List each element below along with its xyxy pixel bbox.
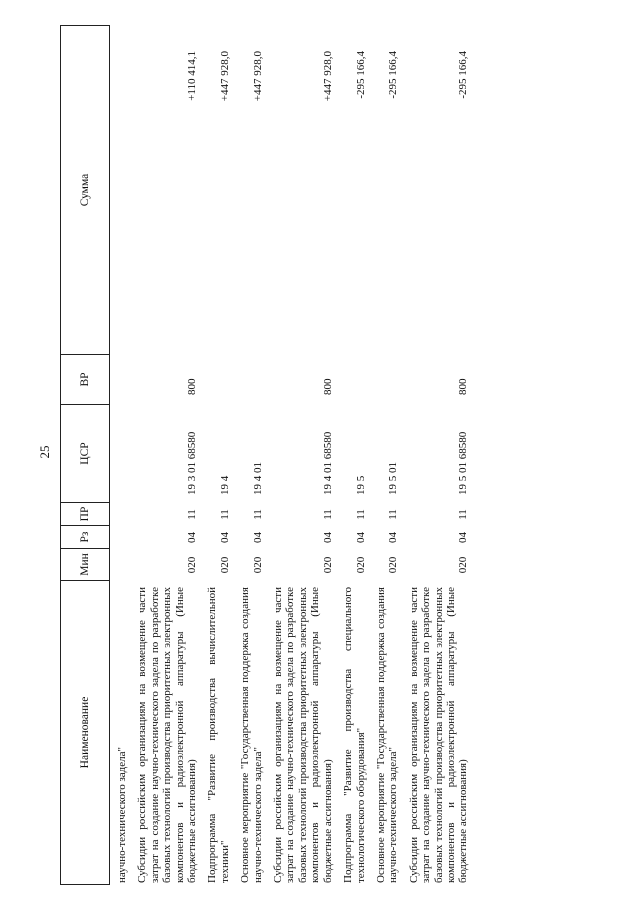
cell-min: 020 xyxy=(457,556,470,574)
cell-name: Субсидии российским организациям на возмещение части затрат на создание научно-технического задела по разработке базовых технологий производства приоритетных электронных компонентов и радиоэлектронной аппаратуры (Иные бюджетные ассигнования) xyxy=(407,587,470,883)
cell-csr: 19 4 01 68580 xyxy=(321,431,334,495)
cell-name: научно-технического задела" xyxy=(116,746,128,883)
cell-rz: 04 xyxy=(321,532,334,543)
budget-table-container xyxy=(60,25,590,885)
cell-rz: 04 xyxy=(387,532,400,543)
cell-sum: +110 414,1 xyxy=(186,51,199,101)
cell-pr: 11 xyxy=(218,509,231,520)
cell-vr: 800 xyxy=(321,378,334,395)
cell-pr: 11 xyxy=(251,509,264,520)
cell-pr: 11 xyxy=(457,509,470,520)
cell-sum: -295 166,4 xyxy=(354,51,367,99)
cell-vr: 800 xyxy=(457,378,470,395)
cell-sum: +447 928,0 xyxy=(251,51,264,102)
header-name: Наименование xyxy=(61,581,109,885)
header-rz: Рз xyxy=(61,526,109,549)
header-min: Мин xyxy=(61,549,109,581)
budget-table xyxy=(60,25,590,885)
cell-csr: 19 5 xyxy=(354,475,367,495)
cell-min xyxy=(114,549,130,581)
cell-pr: 11 xyxy=(321,509,334,520)
table-header xyxy=(60,25,110,885)
cell-min: 020 xyxy=(354,556,367,574)
header-csr: ЦСР xyxy=(61,405,109,503)
table-row xyxy=(114,25,130,885)
cell-min: 020 xyxy=(186,556,199,574)
cell-pr: 11 xyxy=(387,509,400,520)
cell-pr xyxy=(114,503,130,526)
cell-pr: 11 xyxy=(354,509,367,520)
cell-sum xyxy=(114,25,130,355)
cell-name: Субсидии российским организациям на возмещение части затрат на создание научно-технического задела по разработке базовых технологий производства приоритетных электронных компонентов и радиоэлектронной аппаратуры (Иные бюджетные ассигнования) xyxy=(136,587,199,883)
cell-csr: 19 4 xyxy=(218,475,231,495)
cell-name: Субсидии российским организациям на возмещение части затрат на создание научно-технического задела по разработке базовых технологий производства приоритетных электронных компонентов и радиоэлектронной аппаратуры (Иные бюджетные ассигнования) xyxy=(272,587,334,883)
page-number: 25 xyxy=(37,445,52,459)
cell-pr: 11 xyxy=(186,509,199,520)
table-body xyxy=(114,25,472,885)
table-row xyxy=(373,25,402,885)
cell-vr xyxy=(237,355,266,405)
cell-min: 020 xyxy=(321,556,334,574)
header-sum: Сумма xyxy=(61,25,109,355)
cell-csr xyxy=(114,405,130,503)
cell-vr: 800 xyxy=(186,378,199,395)
cell-csr: 19 5 01 68580 xyxy=(457,431,470,495)
header-vr: ВР xyxy=(61,355,109,405)
cell-csr: 19 4 01 xyxy=(251,462,264,495)
cell-sum: +447 928,0 xyxy=(321,51,334,102)
cell-rz: 04 xyxy=(354,532,367,543)
cell-name: Основное мероприятие "Государственная поддержка создания научно-технического задела" xyxy=(374,587,400,883)
table-row xyxy=(204,25,233,885)
cell-vr xyxy=(114,355,130,405)
cell-rz: 04 xyxy=(251,532,264,543)
cell-vr xyxy=(204,355,233,405)
cell-csr: 19 5 01 xyxy=(387,462,400,495)
cell-min: 020 xyxy=(218,556,231,574)
cell-rz: 04 xyxy=(186,532,199,543)
cell-name: Основное мероприятие "Государственная поддержка создания научно-технического задела" xyxy=(239,587,264,883)
table-row xyxy=(270,25,336,885)
cell-min: 020 xyxy=(387,556,400,574)
cell-csr: 19 3 01 68580 xyxy=(186,431,199,495)
cell-name: Подпрограмма "Развитие производства вычислительной техники" xyxy=(206,587,231,883)
table-row xyxy=(134,25,200,885)
cell-vr xyxy=(373,355,402,405)
cell-min: 020 xyxy=(251,556,264,574)
cell-name: Подпрограмма "Развитие производства специального технологического оборудования" xyxy=(342,587,367,883)
header-pr: ПР xyxy=(61,503,109,526)
cell-sum: -295 166,4 xyxy=(387,51,400,99)
cell-rz xyxy=(114,526,130,549)
cell-sum: +447 928,0 xyxy=(218,51,231,102)
cell-sum: -295 166,4 xyxy=(457,51,470,99)
cell-rz: 04 xyxy=(457,532,470,543)
table-row xyxy=(237,25,266,885)
cell-vr xyxy=(340,355,369,405)
table-row xyxy=(406,25,472,885)
table-row xyxy=(340,25,369,885)
cell-rz: 04 xyxy=(218,532,231,543)
